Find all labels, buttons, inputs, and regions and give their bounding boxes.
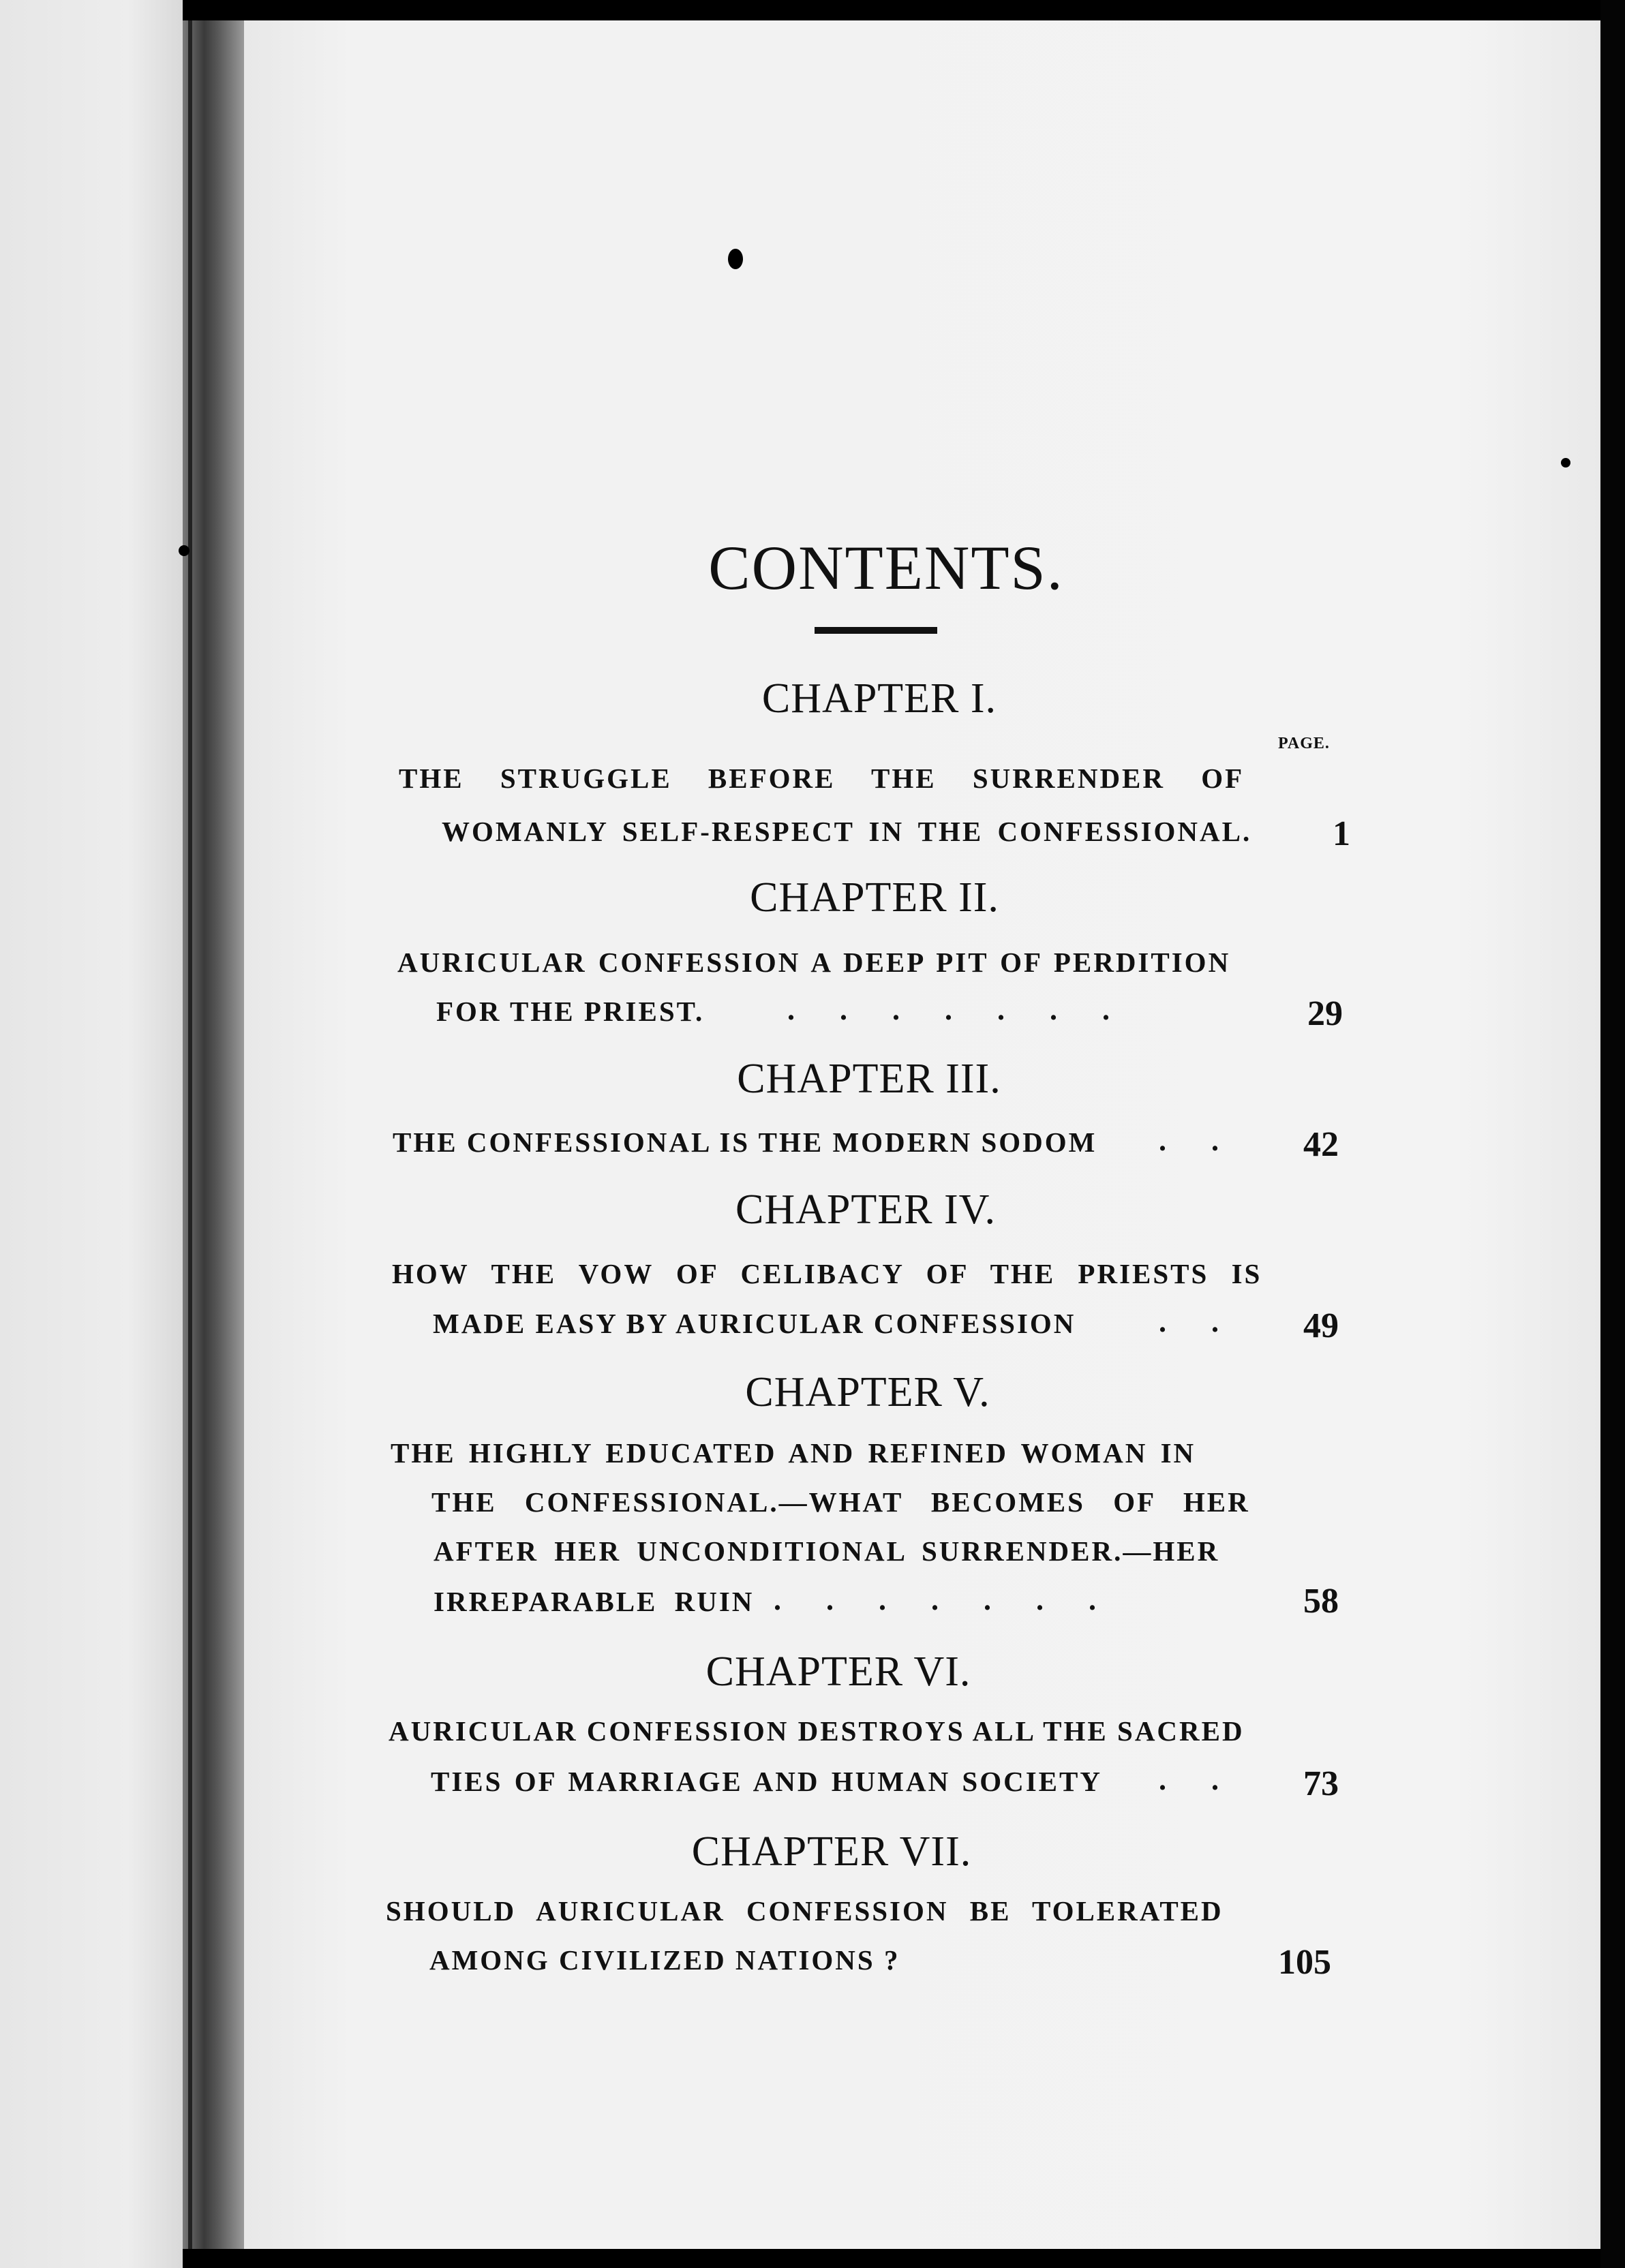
entry-line: AURICULAR CONFESSION A DEEP PIT OF PERDITION [397,947,1231,978]
chapter-heading: CHAPTER IV. [735,1186,996,1233]
chapter-heading: CHAPTER I. [761,675,997,722]
entry-line: THE HIGHLY EDUCATED AND REFINED WOMAN IN [391,1437,1196,1469]
dot-leaders: . . [1159,1763,1219,1796]
chapter-heading: CHAPTER II. [750,874,999,921]
entry-line: AMONG CIVILIZED NATIONS ? [429,1944,900,1976]
page-number: 49 [1303,1306,1339,1345]
dot-leaders: . . [1159,1124,1219,1157]
page-column-label: PAGE. [1278,735,1330,752]
dot-leaders: . . . . . . . [774,1583,1096,1616]
ink-speck [1561,458,1570,468]
page-number: 1 [1333,814,1350,853]
entry-line: WOMANLY SELF-RESPECT IN THE CONFESSIONAL. [442,816,1252,847]
page-number: 42 [1303,1125,1339,1164]
entry-line: IRREPARABLE RUIN [434,1586,755,1617]
chapter-heading: CHAPTER VII. [691,1828,972,1875]
chapter-heading: CHAPTER III. [737,1056,1001,1102]
page-number: 58 [1303,1582,1339,1621]
entry-line: MADE EASY BY AURICULAR CONFESSION [433,1308,1076,1339]
entry-line: THE STRUGGLE BEFORE THE SURRENDER OF [399,763,1245,794]
chapter-heading: CHAPTER VI. [705,1649,971,1695]
ink-speck [179,545,189,556]
entry-line: HOW THE VOW OF CELIBACY OF THE PRIESTS IS [392,1258,1262,1289]
gutter-shadow [188,20,192,2249]
page-number: 105 [1278,1943,1331,1982]
entry-line: SHOULD AURICULAR CONFESSION BE TOLERATED [386,1895,1224,1927]
dot-leaders: . . [1159,1305,1219,1338]
title-rule [815,627,937,634]
page-number: 29 [1307,994,1343,1033]
entry-line: THE CONFESSIONAL.—WHAT BECOMES OF HER [431,1486,1250,1518]
chapter-heading: CHAPTER V. [745,1369,990,1415]
entry-line: FOR THE PRIEST. [436,996,705,1027]
entry-line: TIES OF MARRIAGE AND HUMAN SOCIETY [431,1766,1102,1797]
scan-border [1600,0,1625,2268]
entry-line: AURICULAR CONFESSION DESTROYS ALL THE SACRED [389,1715,1245,1747]
ink-speck [728,249,743,269]
facing-page-edge [0,0,183,2268]
entry-line: THE CONFESSIONAL IS THE MODERN SODOM [393,1127,1097,1158]
page-number: 73 [1303,1764,1339,1803]
page-title: CONTENTS. [708,533,1064,602]
entry-line: AFTER HER UNCONDITIONAL SURRENDER.—HER [434,1535,1220,1567]
dot-leaders: . . . . . . . [787,993,1110,1026]
